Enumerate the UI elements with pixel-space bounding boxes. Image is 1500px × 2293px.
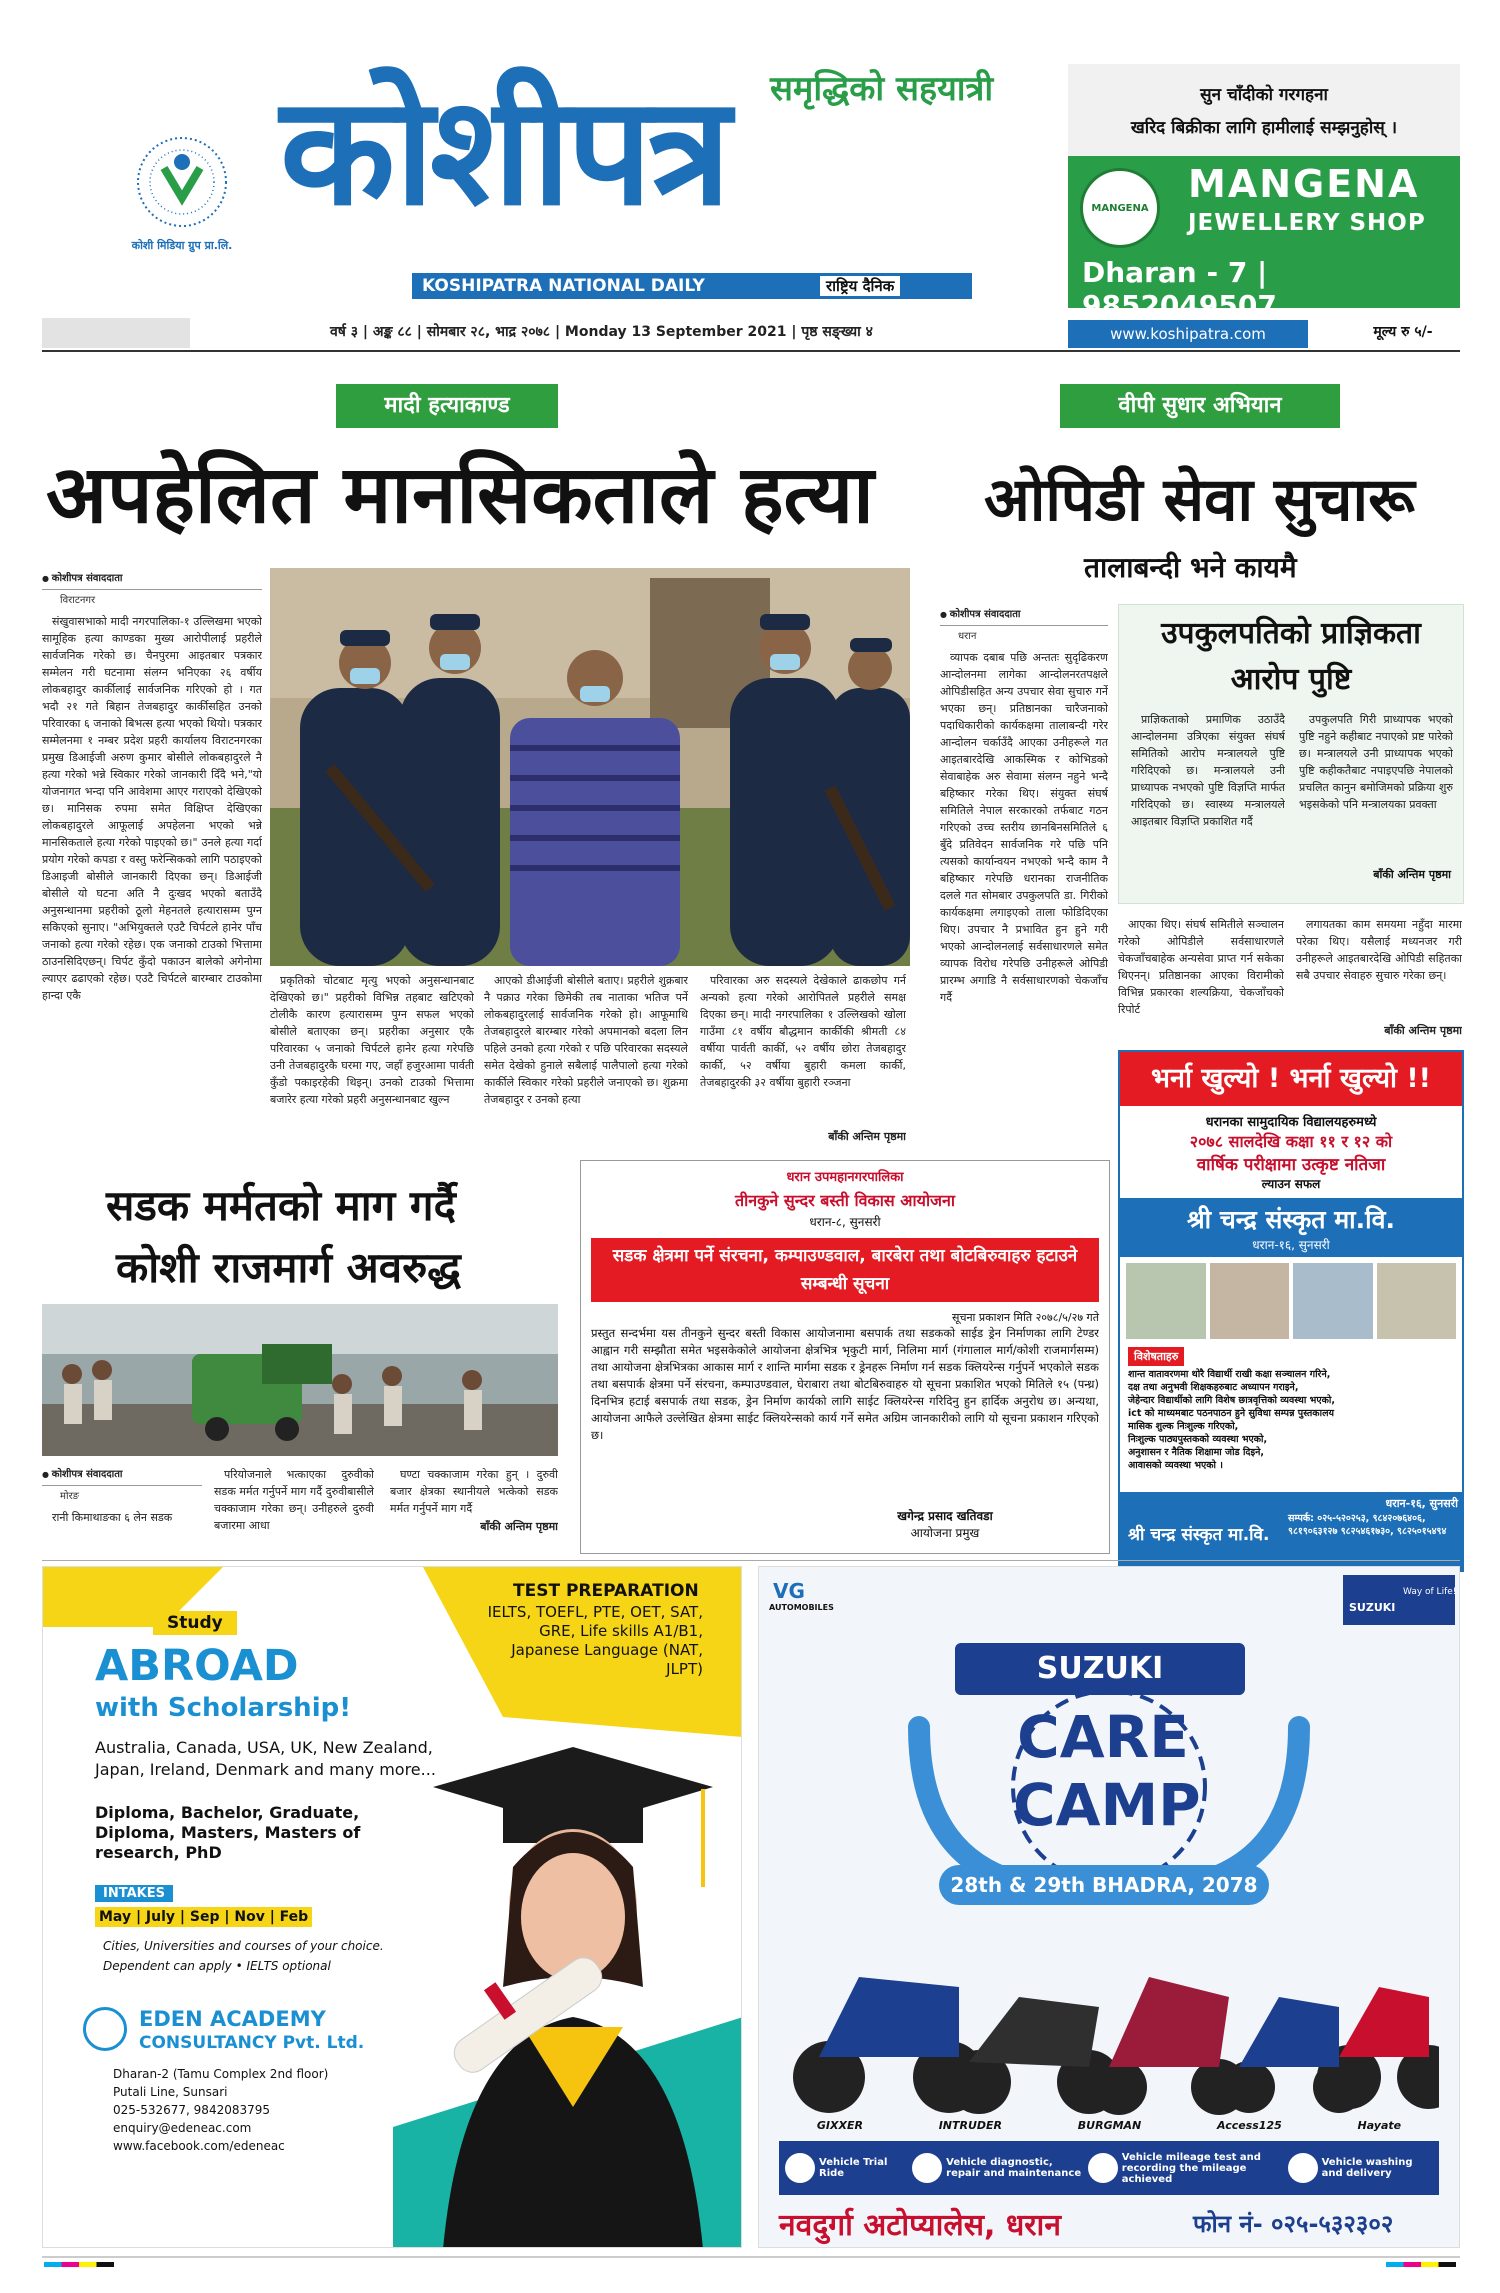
english-name: KOSHIPATRA NATIONAL DAILY	[422, 276, 705, 296]
tagline: समृद्धिको सहयात्री	[770, 69, 994, 109]
notice-body: प्रस्तुत सन्दर्भमा यस तीनकुने सुन्दर बस्ती विकास आयोजनामा बसपार्क तथा सडकको साईड ड्रेन निर्माणका लागि टेण्डर आह्वान गरी सम्झौता समेत भइसकेकोले आयोजना क्षेत्रभित्र भृकुटी मार्ग, निलिमा मार्ग (गंगालाल मार्ग/कोशी राजमार्गसम्म) तथा आयोजना क्षेत्रभित्रका आकास मार्ग र शान्ति मार्गमा सडक र ड्रेनहरू निर्माण गर्न सडक क्लियरेन्स गर्नुपर्ने भएकोले सडक तथा बसपार्क क्षेत्रमा पर्ने संरचना, कम्पाउण्डवाल, घेराबारा तथा बोटबिरुवाहरु यो सूचना प्रकाशित भएको मितिले १५ (पन्ध्र) दिनभित्र हटाई बसपार्क तथा सडक, ड्रेन निर्माण कार्यको लागि साईट क्लियरेन्स गरिदिनु हुन हार्दिक अनुरोध छ। अन्यथा, आयोजना आफैले उल्लेखित क्षेत्रमा साईट क्लियरेन्सको कार्य गर्ने समेत अग्रिम जानकारीको लागि यो सूचना प्रकाशन गरिएको छ।	[591, 1326, 1099, 1442]
bike-name: Hayate	[1357, 2119, 1402, 2132]
service-icon	[1088, 2153, 1118, 2183]
story3-continued[interactable]: बाँकी अन्तिम पृष्ठमा	[1373, 868, 1451, 881]
eden-abroad: ABROAD	[95, 1641, 299, 1691]
school-photo	[1377, 1263, 1457, 1339]
story4-column-2: परियोजनाले भत्काएका दुरुवीको सडक मर्मत गर्नुपर्ने माग गर्दै दुरुवीबासीले चक्काजाम गरेका छन्। उनीहरुले दुरुवी बजारमा आधा	[214, 1468, 374, 1532]
school-ad-header: भर्ना खुल्यो ! भर्ना खुल्यो !!	[1120, 1052, 1462, 1106]
graduate-illustration	[403, 1737, 723, 2248]
website-link[interactable]: www.koshipatra.com	[1068, 320, 1308, 348]
arrest-photo	[270, 568, 910, 966]
public-notice[interactable]	[580, 1160, 1110, 1554]
feature-item: जेहेन्दार विद्यार्थीको लागि विशेष छात्रवृत्तिको व्यवस्था भएको,	[1128, 1395, 1335, 1406]
camp-dates: 28th & 29th BHADRA, 2078	[939, 1865, 1269, 1905]
footer-rule	[42, 2256, 1460, 2258]
school-photo	[1126, 1263, 1206, 1339]
story1-column-4: परिवारका अरु सदस्यले देखेकाले ढाकछोप गर्न अन्यको हत्या गरेको आरोपितले प्रहरीले समक्ष दिएका छन्। मादी नगरपालिका १ उल्लिखको खोला गाउँमा ८१ वर्षीय बौद्धमान कार्कीकी श्रीमती ८४ वर्षीया पार्वती कार्की, ५२ वर्षीय छोरा तेजबहादुर कार्की, ५२ वर्षीया बुहारी कमला कार्की, तेजबहादुरकी ३२ वर्षीया बुहारी रञ्जना बाँकी अन्तिम पृष्ठमा	[700, 974, 906, 1143]
national-daily: राष्ट्रिय दैनिक	[820, 276, 900, 296]
school-name: श्री चन्द्र संस्कृत मा.वि.	[1186, 1205, 1396, 1234]
vg-sub: AUTOMOBILES	[769, 1603, 834, 1612]
school-photos	[1120, 1257, 1462, 1345]
school-photo	[1293, 1263, 1373, 1339]
eden-bullet-1: Cities, Universities and courses of your choice.	[103, 1939, 384, 1953]
service-item: Vehicle mileage test and recording the mileage achieved	[1088, 2147, 1282, 2189]
story4-headline-2[interactable]: कोशी राजमार्ग अवरुद्ध	[116, 1243, 461, 1292]
eden-tests: IELTS, TOEFL, PTE, OET, SAT, GRE, Life skills A1/B1, Japanese Language (NAT, JLPT)	[487, 1603, 703, 1678]
eden-test-title: TEST PREPARATION	[513, 1581, 699, 1601]
motorcycles-illustration	[779, 1917, 1439, 2117]
color-marks-right	[1386, 2262, 1456, 2267]
notice-title: सडक क्षेत्रमा पर्ने संरचना, कम्पाउण्डवाल, बारबेरा तथा बोटबिरुवाहरु हटाउने सम्बन्धी सूचना	[591, 1238, 1099, 1302]
bike-name: BURGMAN	[1077, 2119, 1142, 2132]
suzuki-way: Way of Life!	[1403, 1587, 1457, 1597]
service-item: Vehicle diagnostic, repair and maintenance	[912, 2147, 1082, 2189]
eden-facebook[interactable]: www.facebook.com/edeneac	[113, 2139, 285, 2153]
feature-item: आवासको व्यवस्था भएको ।	[1128, 1460, 1223, 1471]
school-ad-line4: ल्याउन सफल	[1261, 1177, 1321, 1191]
color-marks-left	[44, 2262, 114, 2267]
features-title: विशेषताहरु	[1128, 1347, 1184, 1366]
eden-degrees: Diploma, Bachelor, Graduate, Diploma, Masters, Masters of research, PhD	[95, 1803, 361, 1862]
mangena-shop: JEWELLERY SHOP	[1188, 210, 1426, 236]
story3-column-2: उपकुलपति गिरी प्राध्यापक भएको पुष्टि नहुने कहीबाट नपाएको प्रष्ट पारेको छ। मन्त्रालयले उनी प्राध्यापक भएको पुष्टि कहीकतैबाट नपाइएपछि नेपालको प्रचलित कानुन बमोजिमको प्रक्रिया शुरु भइसकेको पनि मन्त्रालयका प्रवक्ता	[1299, 713, 1453, 811]
issue-line: वर्ष ३ | अङ्क ८८ | सोमबार २८, भाद्र २०७८ | Monday 13 September 2021 | पृष्ठ सङ्ख्या ४	[330, 324, 873, 340]
section-rule	[42, 1560, 1460, 1561]
service-icon	[1288, 2153, 1318, 2183]
story2-subhead: तालाबन्दी भने कायमै	[1084, 551, 1297, 584]
school-address: धरान-१६, सुनसरी	[1252, 1238, 1330, 1252]
story4-headline-1[interactable]: सडक मर्मतको माग गर्दै	[106, 1181, 456, 1230]
story1-tag: मादी हत्याकाण्ड	[336, 384, 558, 428]
feature-item: शान्त वातावरणमा थोरै विद्यार्थी राखी कक्षा सञ्चालन गरिने,	[1128, 1369, 1331, 1380]
story1-byline: ● कोशीपत्र संवाददाता	[42, 570, 262, 590]
service-item: Vehicle Trial Ride	[785, 2147, 906, 2189]
eden-bullet-2: Dependent can apply • IELTS optional	[103, 1959, 331, 1973]
eden-ad[interactable]	[42, 1566, 742, 2248]
mangena-logo: MANGENA	[1080, 168, 1160, 248]
jewellery-ad-green	[1068, 156, 1460, 322]
jewellery-ad-line1: सुन चाँदीको गरगहना	[1200, 85, 1328, 105]
notice-signer-title: आयोजना प्रमुख	[910, 1526, 980, 1540]
vg-logo: VG	[773, 1579, 805, 1603]
dealer-phone[interactable]: फोन नं- ०२५-५३२३०२	[1193, 2210, 1394, 2238]
masthead-rule	[42, 350, 1460, 352]
suzuki-ad[interactable]	[758, 1566, 1460, 2248]
story4-byline: ● कोशीपत्र संवाददाता	[42, 1466, 202, 1486]
road-blockade-photo	[42, 1304, 558, 1456]
suzuki-brand: SUZUKI	[1349, 1601, 1396, 1614]
story1-column-2: प्रकृतिको चोटबाट मृत्यु भएको अनुसन्धानबाट देखिएको छ।" प्रहरीको विभिन्न तहबाट खटिएको टोलीकै कारण हत्यारासम्म पुग्न सफल भएको बोसीले बताएका छन्। प्रहरीका अनुसार एकै परिवारका ५ जनाको चिर्पटले हानेर हत्या गरेपछि उनी तेजबहादुरकै घरमा गए, जहाँ हजुरआमा पार्वती कुँडो पकाइरहेकी थिइन्। उनको टाउको भित्तामा बजारेर हत्या गरेको प्रहरी अनुसन्धानबाट खुल्न	[270, 974, 474, 1106]
dealer-name: नवदुर्गा अटोप्यालेस, धरान	[779, 2208, 1061, 2243]
notice-address: धरान-८, सुनसरी	[809, 1215, 881, 1229]
eden-company-2: CONSULTANCY Pvt. Ltd.	[139, 2033, 365, 2053]
story2-column-3: लगायतका काम समयमा नहुँदा मारमा परेका थिए। यसैलाई मध्यनजर गरी उनीहरूले आइतबारदेखि ओपिडी सहितका सबै उपचार सेवाहरु सुचारु गरेका छन्। बाँकी अन्तिम पृष्ठमा	[1296, 918, 1462, 1037]
bike-name: GIXXER	[816, 2119, 863, 2132]
eden-company-1: EDEN ACADEMY	[139, 2007, 326, 2031]
story1-place: विराटनगर	[60, 595, 96, 606]
story1-continued[interactable]: बाँकी अन्तिम पृष्ठमा	[828, 1130, 906, 1143]
notice-date: सूचना प्रकाशन मिति २०७८/५/२७ गते	[952, 1311, 1099, 1324]
story1-headline[interactable]: अपहेलित मानसिकताले हत्या	[46, 448, 874, 541]
services-bar	[779, 2141, 1439, 2195]
school-ad[interactable]	[1118, 1050, 1464, 1572]
eden-address-2: Putali Line, Sunsari	[113, 2085, 228, 2099]
eden-address-1: Dharan-2 (Tamu Complex 2nd floor)	[113, 2067, 329, 2081]
footer-school-name: श्री चन्द्र संस्कृत मा.वि.	[1128, 1525, 1270, 1545]
eden-email[interactable]: enquiry@edeneac.com	[113, 2121, 252, 2135]
bike-name: INTRUDER	[938, 2119, 1003, 2132]
story1-column-3: आएको डीआईजी बोसीले बताए। प्रहरीले शुक्रबार नै पक्राउ गरेका छिमेकी तब नाताका भतिज पर्ने लोकबहादुरलाई सार्वजनिक गरेको हो। आफूमाथि तेजबहादुरले बारम्बार गरेको अपमानको बदला लिन पहिले उनको हत्या गरेको र पछि परिवारका सदस्यले समेत देखेको हुनाले सबैलाई पालैपालो हत्या गरेको कार्कीले स्विकार गरेको प्रहरीले जनाएको छ। शुक्रमा तेजबहादुर र उनको हत्या	[484, 974, 688, 1106]
service-item: Vehicle washing and delivery	[1288, 2147, 1433, 2189]
publisher-name: कोशी मिडिया ग्रुप प्रा.लि.	[131, 239, 233, 252]
notice-signer: खगेन्द्र प्रसाद खतिवडा	[897, 1509, 993, 1523]
jewellery-ad[interactable]	[1068, 64, 1460, 322]
feature-item: ict को माध्यमबाट पठनपाठन हुने सुविधा सम्पन्न पुस्तकालय	[1128, 1408, 1335, 1419]
story4-column-1: ● कोशीपत्र संवाददाता मोरङ रानी किमाथाङका ६ लेन सडक	[42, 1466, 202, 1552]
eden-countries: Australia, Canada, USA, UK, New Zealand, Japan, Ireland, Denmark and many more...	[95, 1738, 436, 1779]
feature-item: दक्ष तथा अनुभवी शिक्षकहरुबाट अध्यापन गराइने,	[1128, 1382, 1299, 1393]
story2-byline: ● कोशीपत्र संवाददाता	[940, 606, 1108, 626]
school-photo	[1210, 1263, 1290, 1339]
care-text: CARE	[1017, 1703, 1189, 1771]
mangena-brand: MANGENA	[1188, 162, 1420, 206]
footer-phones: सम्पर्क: ०२५-५२०२५३, ९८४२०७६४०६, ९८१९०६३१२७ ९८२५४६१७३०, ९८२५०१५४९४	[1288, 1513, 1447, 1537]
grey-strip-left	[42, 318, 190, 348]
school-ad-line2: २०७८ सालदेखि कक्षा ११ र १२ को	[1189, 1132, 1393, 1151]
camp-text: CAMP	[1013, 1771, 1201, 1839]
story2-place: धरान	[958, 631, 977, 642]
story4-column-3: घण्टा चक्काजाम गरेका हुन् । दुरुवी बजार क्षेत्रका स्थानीयले भत्केको सडक मर्मत गर्नुपर्ने माग गर्दै बाँकी अन्तिम पृष्ठमा	[390, 1468, 558, 1533]
eden-scholarship: with Scholarship!	[95, 1693, 352, 1723]
feature-item: मासिक शुल्क निःशुल्क गरिएको,	[1128, 1421, 1239, 1432]
notice-office: धरान उपमहानगरपालिका	[786, 1170, 904, 1185]
suzuki-brand-bar	[1343, 1575, 1455, 1625]
story1-column-1: ● कोशीपत्र संवाददाता विराटनगर संखुवासभाको मादी नगरपालिका-१ उल्लिखमा भएको सामूहिक हत्या काण्डका मुख्य आरोपीलाई प्रहरीले सार्वजनिक गरेको छ। चैनपुरमा आइतबार पत्रकार सम्मेलन गरी घटनामा संलग्न भनिएका २६ वर्षीय लोकबहादुर कार्कीलाई सार्वजनिक गरिएको हो । गत भदौ २१ गते बिहान तेजबहादुर कार्कीसहित उनको परिवारका ६ जनाको बिभत्स हत्या भएको थियो। पत्रकार सम्मेलनमा १ नम्बर प्रदेश प्रहरी कार्यालय विराटनगरका प्रमुख डिआईजी अरुण कुमार बोसीले लोकबहादुरले नै हत्या गरेको भन्ने स्विकार गरेको जानकारी दिँदै भने,"यो योजनागत भन्दा पनि आवेशमा आएर गराएको देखिएको छ। मानिसक रुपमा समेत विक्षिप्त देखिएका लोकबहादुरले आफूलाई अपहेलना भएको भन्ने मानसिकताले हत्या गरेको पाइएको छ।" उनले हत्या गर्दा प्रयोग गरेको कपडा र वस्तु फरेन्सिकको लागि पठाइएको डिआइजी बोसीले जानकारी दिएका छन्। डिआईजी बोसीले यो घटना अति नै दुःखद भएको बताउँदै अनुसन्धानमा प्रहरीको ठूलो मेहनतले हत्यारासम्म पुग्न सकिएको सुनाए। "अभियुक्तले एउटै चिर्पटले हानेर पाँच जनाको हत्या गरेको रहेछ। एक जनाको टाउको भित्तामा ठाउनसिदिएछन्। चिर्पट कुँदो पकाउन बालेको अगेनोमा ल्याएर ढढाएको रहेछ। एउटै चिर्पटले बारम्बार टाउकोमा हान्दा एकै	[42, 570, 262, 1150]
school-ad-line1: धरानका सामुदायिक विद्यालयहरुमध्ये	[1205, 1115, 1377, 1130]
notice-project: तीनकुने सुन्दर बस्ती विकास आयोजना	[735, 1191, 955, 1210]
story2-tag: वीपी सुधार अभियान	[1060, 384, 1340, 428]
jewellery-ad-line2: खरिद बिक्रीका लागि हामीलाई सम्झनुहोस् ।	[1130, 118, 1398, 138]
service-icon	[912, 2153, 942, 2183]
school-ad-line3: वार्षिक परीक्षामा उत्कृष्ट नतिजा	[1196, 1155, 1386, 1175]
care-camp-banner: SUZUKI	[955, 1643, 1245, 1695]
eden-phone[interactable]: 025-532677, 9842083795	[113, 2103, 271, 2117]
eden-logo-icon	[83, 2007, 127, 2051]
price: मूल्य रु ५/-	[1373, 324, 1433, 340]
masthead-title: कोशीपत्र	[280, 65, 727, 239]
mangena-contact: Dharan - 7 | 9852049507	[1082, 256, 1277, 322]
bike-name: Access125	[1217, 2119, 1282, 2132]
feature-item: निःशुल्क पाठ्यपुस्तकको व्यवस्था भएको,	[1128, 1434, 1268, 1445]
story3-column-1: प्राज्ञिकताको प्रमाणिक उठाउँदै आन्दोलनमा उत्रिएका संयुक्त संघर्ष समितिको आरोप मन्त्रालयले पुष्टि गरिदिएको छ। मन्त्रालयले उनी प्राध्यापक नभएको पुष्टि विज्ञप्ति मार्फत गरिदिएको छ। स्वास्थ्य मन्त्रालयले आइतबार विज्ञप्ति प्रकाशित गर्दै	[1131, 713, 1285, 828]
school-ad-name-bar	[1120, 1198, 1462, 1257]
feature-item: अनुशासन र नैतिक शिक्षामा जोड दिइने,	[1128, 1447, 1264, 1458]
eden-intakes: May | July | Sep | Nov | Feb	[95, 1907, 312, 1927]
service-icon	[785, 2153, 815, 2183]
eden-intakes-label: INTAKES	[95, 1885, 173, 1902]
story3-box[interactable]	[1118, 604, 1464, 904]
story4-continued[interactable]: बाँकी अन्तिम पृष्ठमा	[480, 1520, 558, 1533]
publisher-logo	[112, 130, 252, 250]
story4-place: मोरङ	[60, 1491, 80, 1502]
features-list	[1120, 1366, 1462, 1474]
eden-study: Study	[153, 1611, 237, 1635]
story2-continued[interactable]: बाँकी अन्तिम पृष्ठमा	[1384, 1024, 1462, 1037]
story2-column-1: ● कोशीपत्र संवाददाता धरान व्यापक दबाब पछि अन्ततः सुदृढिकरण आन्दोलनमा लागेका आन्दोलनरतपक्षले ओपिडीसहित अन्य उपचार सेवा सुचारु गर्ने भएका छन्। प्रतिष्ठानका चारैजनाको पदाधिकारीको कार्यकक्षमा तालाबन्दी गरेर आन्दोलन चर्काउँदै आएका उनीहरूले गत आइतबारदेखि आकस्मिक र कोभिडको सेवाबाहेक अरु सेवामा संलग्न नहुने भन्दै बहिष्कार गरेका थिए। संयुक्त संघर्ष समितिले नेपाल सरकारको तर्फबाट गठन गरिएको उच्च स्तरीय छानबिनसमितिले ६ बुँदे प्रतिवेदन सार्वजनिक गरे पछि पनि त्यसको कार्यान्वयन नभएको भन्दै काम नै बहिष्कार गरेपछि धरानका राजनीतिक दलले गत सोमबार उपकुलपति डा. गिरीको कार्यकक्षमा लगाइएको ताला फोडिदिएका थिए। उपचार नै प्रभावित हुन हुने गरी भएको आन्दोलनलाई सर्वसाधारणले समेत व्यापक विरोध गरेपछि उनीहरूले ओपिडी प्रारम्भ अगाडि नै सर्वसाधारणको चेकजाँच गर्दै	[940, 606, 1108, 1150]
school-ad-footer	[1120, 1492, 1464, 1570]
story2-headline[interactable]: ओपिडी सेवा सुचारू	[984, 465, 1415, 535]
footer-address: धरान-१६, सुनसरी	[1385, 1497, 1458, 1510]
story3-headline: उपकुलपतिको प्राज्ञिकता आरोप पुष्टि	[1161, 616, 1421, 697]
story2-column-2: आएका थिए। संघर्ष समितीले सञ्चालन गरेको ओपिडीले सर्वसाधारणले चेकजाँचबाहेक अन्यसेवा प्राप्त गर्न सकेका थिएनन्। प्रतिष्ठानका आएका विरामीको विभिन्न प्रकारका शल्यक्रिया, चेकजाँचको रिपोर्ट	[1118, 918, 1284, 1016]
bike-names	[779, 2119, 1439, 2132]
